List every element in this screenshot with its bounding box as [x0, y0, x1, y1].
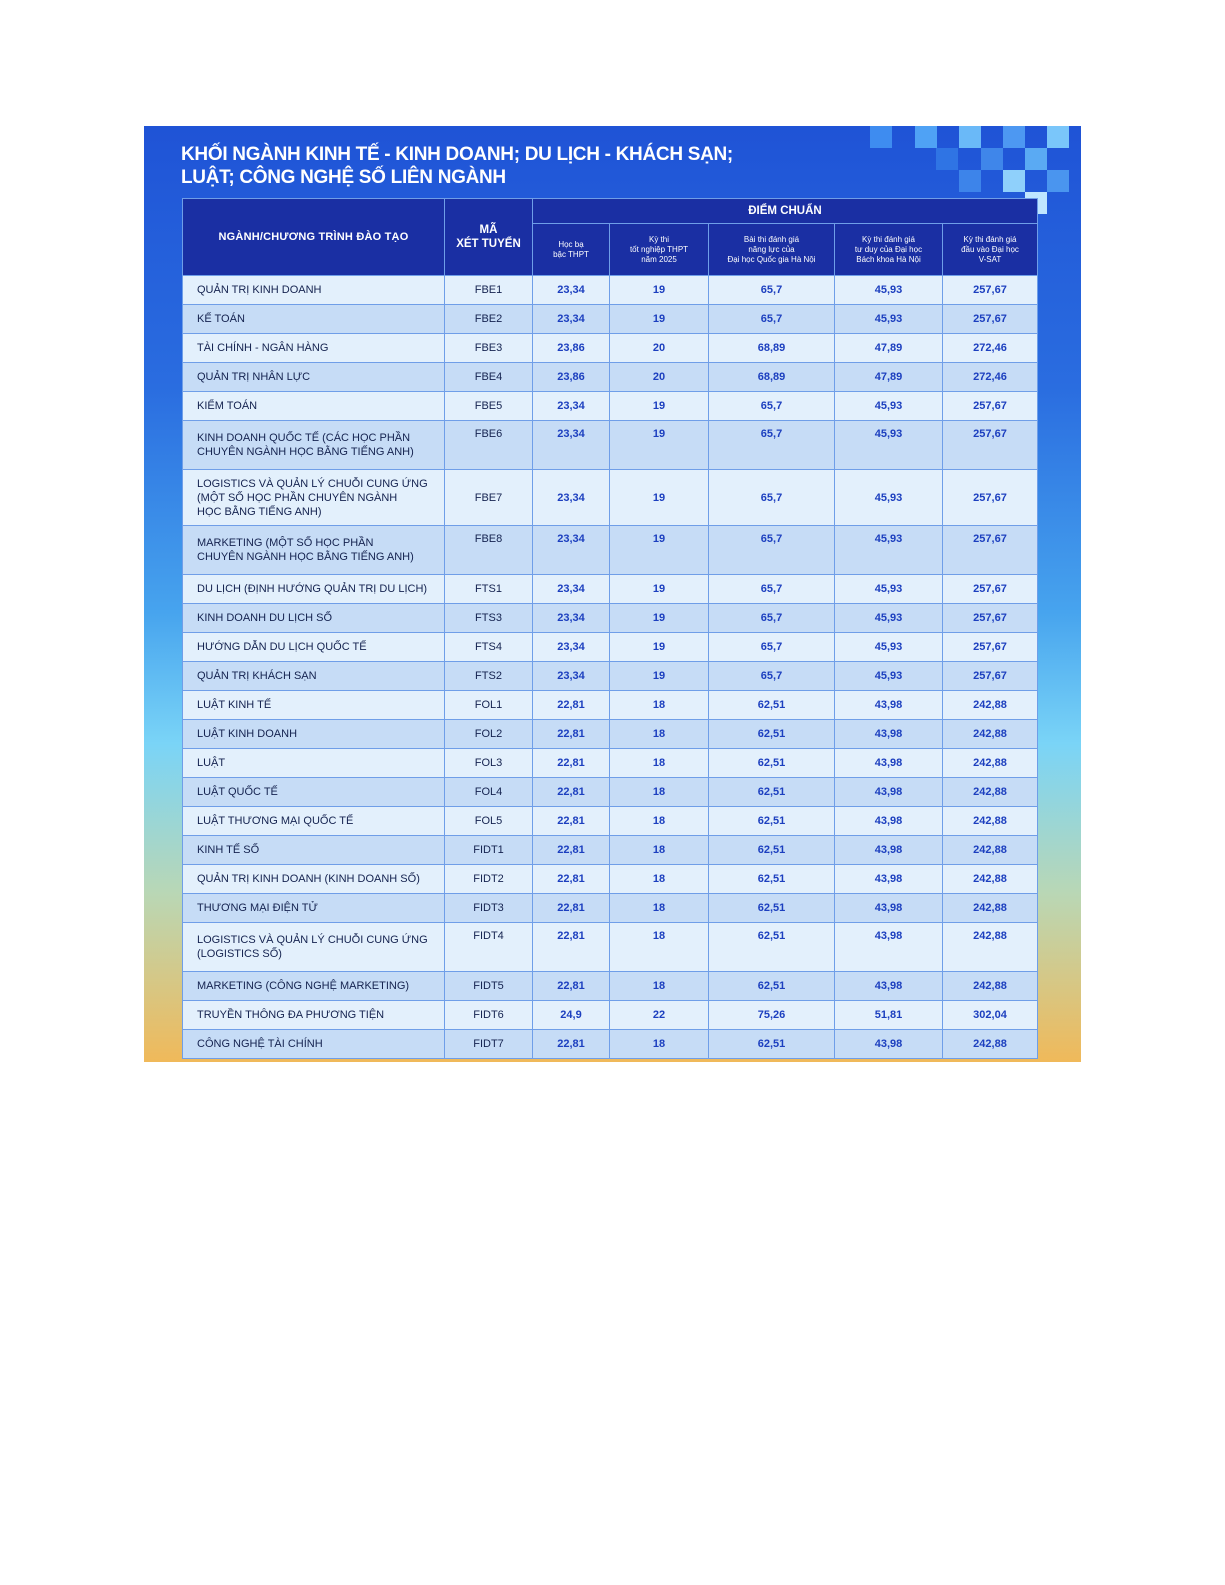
score-cell: 257,67	[943, 470, 1038, 526]
program-code: FTS2	[445, 662, 533, 691]
score-cell: 62,51	[709, 923, 835, 972]
score-cell: 257,67	[943, 604, 1038, 633]
program-name	[183, 575, 445, 604]
score-poster	[144, 126, 1081, 1062]
score-cell: 23,86	[533, 363, 610, 392]
score-cell: 45,93	[835, 276, 943, 305]
score-cell: 272,46	[943, 363, 1038, 392]
program-name	[183, 526, 445, 575]
score-cell: 19	[610, 662, 709, 691]
score-cell: 19	[610, 633, 709, 662]
program-name	[183, 807, 445, 836]
program-name	[183, 972, 445, 1001]
decor-pixel	[1003, 170, 1025, 192]
score-cell: 23,34	[533, 575, 610, 604]
header-score-type	[943, 224, 1038, 276]
table-row	[183, 392, 1038, 421]
score-cell: 65,7	[709, 575, 835, 604]
program-code: FOL2	[445, 720, 533, 749]
program-code: FBE8	[445, 526, 533, 575]
program-code: FTS1	[445, 575, 533, 604]
program-code: FIDT3	[445, 894, 533, 923]
header-score-type-line: năng lực của	[748, 244, 795, 254]
score-cell: 45,93	[835, 575, 943, 604]
title-line-2: LUẬT; CÔNG NGHỆ SỐ LIÊN NGÀNH	[181, 167, 506, 188]
table-row	[183, 923, 1038, 972]
score-cell: 22	[610, 1001, 709, 1030]
score-cell: 302,04	[943, 1001, 1038, 1030]
score-cell: 65,7	[709, 470, 835, 526]
program-name	[183, 470, 445, 526]
score-cell: 47,89	[835, 363, 943, 392]
program-code: FIDT7	[445, 1030, 533, 1059]
score-cell: 65,7	[709, 662, 835, 691]
score-cell: 22,81	[533, 923, 610, 972]
header-score-type-line: V-SAT	[978, 254, 1002, 264]
program-code: FOL5	[445, 807, 533, 836]
program-code: FIDT1	[445, 836, 533, 865]
score-cell: 43,98	[835, 720, 943, 749]
score-cell: 18	[610, 691, 709, 720]
score-cell: 23,34	[533, 470, 610, 526]
score-cell: 242,88	[943, 691, 1038, 720]
program-name-line: (MỘT SỐ HỌC PHẦN CHUYÊN NGÀNH	[197, 491, 398, 504]
program-name-line: KẾ TOÁN	[197, 313, 245, 325]
program-code: FOL3	[445, 749, 533, 778]
program-name-line: HỌC BẰNG TIẾNG ANH)	[197, 505, 322, 518]
header-scores: ĐIỂM CHUẨN	[533, 199, 1038, 224]
score-cell: 45,93	[835, 633, 943, 662]
program-code: FBE4	[445, 363, 533, 392]
table-row	[183, 749, 1038, 778]
decor-pixel	[870, 126, 892, 148]
score-cell: 23,34	[533, 604, 610, 633]
table-row	[183, 604, 1038, 633]
header-code-line: XÉT TUYỂN	[456, 238, 521, 250]
table-row	[183, 1030, 1038, 1059]
score-cell: 62,51	[709, 894, 835, 923]
program-name-line: CÔNG NGHỆ TÀI CHÍNH	[197, 1038, 323, 1050]
score-cell: 51,81	[835, 1001, 943, 1030]
program-name-line: KIỂM TOÁN	[197, 400, 258, 412]
header-score-type-line: Kỳ thi	[648, 234, 669, 244]
decor-pixel	[959, 126, 981, 148]
program-code: FIDT6	[445, 1001, 533, 1030]
program-name	[183, 392, 445, 421]
program-name	[183, 633, 445, 662]
score-cell: 18	[610, 972, 709, 1001]
score-cell: 22,81	[533, 865, 610, 894]
header-score-type-line: Kỳ thi đánh giá	[862, 234, 915, 244]
score-cell: 43,98	[835, 836, 943, 865]
program-name-line: MARKETING (CÔNG NGHỆ MARKETING)	[197, 980, 410, 992]
score-cell: 22,81	[533, 807, 610, 836]
score-cell: 43,98	[835, 778, 943, 807]
title-line-1: KHỐI NGÀNH KINH TẾ - KINH DOANH; DU LỊCH - KHÁCH SẠN;	[181, 144, 733, 165]
table-row	[183, 865, 1038, 894]
header-score-type-line: tốt nghiệp THPT	[629, 244, 689, 254]
table-row	[183, 633, 1038, 662]
program-name-line: THƯƠNG MẠI ĐIỆN TỬ	[197, 902, 318, 914]
program-name-line: LUẬT	[197, 757, 226, 769]
score-cell: 272,46	[943, 334, 1038, 363]
header-program: NGÀNH/CHƯƠNG TRÌNH ĐÀO TẠO	[183, 199, 445, 276]
score-cell: 22,81	[533, 691, 610, 720]
table-row	[183, 526, 1038, 575]
score-cell: 257,67	[943, 575, 1038, 604]
score-cell: 257,67	[943, 392, 1038, 421]
program-code: FIDT2	[445, 865, 533, 894]
table-row	[183, 972, 1038, 1001]
score-cell: 43,98	[835, 865, 943, 894]
score-cell: 43,98	[835, 691, 943, 720]
decor-pixel	[1003, 126, 1025, 148]
score-cell: 43,98	[835, 1030, 943, 1059]
score-cell: 257,67	[943, 526, 1038, 575]
program-name	[183, 662, 445, 691]
table-row	[183, 1001, 1038, 1030]
program-name	[183, 276, 445, 305]
score-cell: 19	[610, 392, 709, 421]
score-cell: 18	[610, 778, 709, 807]
score-cell: 257,67	[943, 633, 1038, 662]
header-score-type-line: Đại học Quốc gia Hà Nội	[727, 254, 816, 264]
score-cell: 65,7	[709, 276, 835, 305]
program-name	[183, 720, 445, 749]
score-cell: 18	[610, 720, 709, 749]
score-cell: 242,88	[943, 865, 1038, 894]
program-name-line: QUẢN TRỊ KHÁCH SẠN	[197, 670, 317, 682]
table-row	[183, 276, 1038, 305]
score-cell: 23,34	[533, 305, 610, 334]
score-cell: 23,34	[533, 526, 610, 575]
score-cell: 23,34	[533, 392, 610, 421]
decor-pixel	[936, 148, 958, 170]
score-cell: 18	[610, 923, 709, 972]
header-score-type-line: Học bạ	[558, 239, 584, 249]
program-code: FIDT5	[445, 972, 533, 1001]
program-name-line: TRUYỀN THÔNG ĐA PHƯƠNG TIỆN	[197, 1009, 385, 1021]
score-cell: 65,7	[709, 604, 835, 633]
score-cell: 75,26	[709, 1001, 835, 1030]
score-cell: 23,34	[533, 633, 610, 662]
table-row	[183, 363, 1038, 392]
program-name-line: CHUYÊN NGÀNH HỌC BẰNG TIẾNG ANH)	[197, 551, 414, 563]
score-cell: 257,67	[943, 662, 1038, 691]
score-cell: 45,93	[835, 305, 943, 334]
program-code: FBE1	[445, 276, 533, 305]
program-name-line: CHUYÊN NGÀNH HỌC BẰNG TIẾNG ANH)	[197, 446, 414, 458]
score-cell: 242,88	[943, 836, 1038, 865]
program-code: FOL4	[445, 778, 533, 807]
score-cell: 43,98	[835, 749, 943, 778]
program-name	[183, 305, 445, 334]
score-cell: 20	[610, 334, 709, 363]
program-name	[183, 865, 445, 894]
score-cell: 257,67	[943, 305, 1038, 334]
program-code: FBE5	[445, 392, 533, 421]
header-score-type-line: tư duy của Đại học	[854, 244, 923, 254]
score-cell: 20	[610, 363, 709, 392]
table-row	[183, 421, 1038, 470]
score-cell: 18	[610, 807, 709, 836]
score-cell: 65,7	[709, 392, 835, 421]
program-name	[183, 749, 445, 778]
score-cell: 22,81	[533, 749, 610, 778]
score-cell: 23,34	[533, 421, 610, 470]
program-name-line: LOGISTICS VÀ QUẢN LÝ CHUỖI CUNG ỨNG	[197, 477, 428, 490]
table-row	[183, 807, 1038, 836]
score-cell: 62,51	[709, 778, 835, 807]
program-name-line: LUẬT QUỐC TẾ	[197, 786, 278, 798]
score-cell: 45,93	[835, 392, 943, 421]
score-table-container	[182, 198, 1037, 1059]
score-cell: 242,88	[943, 807, 1038, 836]
score-cell: 257,67	[943, 276, 1038, 305]
program-name	[183, 836, 445, 865]
program-name	[183, 691, 445, 720]
program-code: FIDT4	[445, 923, 533, 972]
header-score-type-line: năm 2025	[641, 254, 677, 264]
header-score-type-line: bậc THPT	[553, 249, 589, 259]
table-row	[183, 691, 1038, 720]
program-name-line: KINH TẾ SỐ	[197, 844, 260, 856]
program-name	[183, 334, 445, 363]
score-cell: 242,88	[943, 1030, 1038, 1059]
decor-pixel	[981, 148, 1003, 170]
program-name	[183, 421, 445, 470]
score-cell: 18	[610, 1030, 709, 1059]
decor-pixel	[1047, 170, 1069, 192]
table-row	[183, 305, 1038, 334]
header-score-type-line: đầu vào Đại học	[961, 244, 1019, 254]
program-name	[183, 778, 445, 807]
score-cell: 43,98	[835, 923, 943, 972]
program-code: FOL1	[445, 691, 533, 720]
score-cell: 18	[610, 836, 709, 865]
decor-pixel	[1025, 148, 1047, 170]
program-name-line: LUẬT KINH TẾ	[197, 699, 272, 711]
score-table	[182, 198, 1038, 1059]
program-code: FBE7	[445, 470, 533, 526]
score-cell: 19	[610, 470, 709, 526]
score-cell: 18	[610, 894, 709, 923]
score-cell: 242,88	[943, 778, 1038, 807]
program-code: FTS4	[445, 633, 533, 662]
score-cell: 23,34	[533, 276, 610, 305]
program-name-line: TÀI CHÍNH - NGÂN HÀNG	[197, 342, 329, 354]
score-cell: 23,34	[533, 662, 610, 691]
header-code-line: MÃ	[479, 224, 498, 236]
program-code: FBE6	[445, 421, 533, 470]
score-cell: 22,81	[533, 1030, 610, 1059]
score-cell: 65,7	[709, 526, 835, 575]
score-cell: 19	[610, 421, 709, 470]
score-cell: 43,98	[835, 894, 943, 923]
poster-title	[181, 143, 733, 189]
score-cell: 242,88	[943, 894, 1038, 923]
score-cell: 242,88	[943, 972, 1038, 1001]
score-cell: 22,81	[533, 972, 610, 1001]
program-name	[183, 363, 445, 392]
program-name-line: QUẢN TRỊ KINH DOANH (KINH DOANH SỐ)	[197, 873, 420, 885]
program-name-line: QUẢN TRỊ KINH DOANH	[197, 284, 322, 296]
header-score-type	[835, 224, 943, 276]
score-cell: 18	[610, 865, 709, 894]
score-cell: 62,51	[709, 749, 835, 778]
score-cell: 24,9	[533, 1001, 610, 1030]
program-name	[183, 894, 445, 923]
score-cell: 23,86	[533, 334, 610, 363]
program-name-line: LUẬT KINH DOANH	[197, 728, 298, 740]
table-row	[183, 778, 1038, 807]
header-score-type-line: Kỳ thi đánh giá	[963, 234, 1017, 244]
score-cell: 22,81	[533, 894, 610, 923]
score-cell: 19	[610, 526, 709, 575]
program-name	[183, 1001, 445, 1030]
table-row	[183, 894, 1038, 923]
score-cell: 19	[610, 604, 709, 633]
score-cell: 62,51	[709, 691, 835, 720]
header-score-type	[610, 224, 709, 276]
table-row	[183, 575, 1038, 604]
score-cell: 257,67	[943, 421, 1038, 470]
score-cell: 22,81	[533, 836, 610, 865]
score-cell: 62,51	[709, 865, 835, 894]
program-name-line: LUẬT THƯƠNG MẠI QUỐC TẾ	[197, 815, 354, 827]
score-cell: 22,81	[533, 778, 610, 807]
score-cell: 45,93	[835, 604, 943, 633]
program-code: FBE2	[445, 305, 533, 334]
score-cell: 65,7	[709, 421, 835, 470]
score-cell: 65,7	[709, 633, 835, 662]
program-name-line: KINH DOANH QUỐC TẾ (CÁC HỌC PHẦN	[197, 432, 411, 444]
program-name-line: KINH DOANH DU LỊCH SỐ	[197, 612, 333, 624]
header-score-type	[533, 224, 610, 276]
score-cell: 18	[610, 749, 709, 778]
table-row	[183, 334, 1038, 363]
table-row	[183, 662, 1038, 691]
score-cell: 242,88	[943, 923, 1038, 972]
score-cell: 22,81	[533, 720, 610, 749]
program-code: FTS3	[445, 604, 533, 633]
score-cell: 242,88	[943, 720, 1038, 749]
table-row	[183, 470, 1038, 526]
score-cell: 45,93	[835, 470, 943, 526]
score-cell: 62,51	[709, 720, 835, 749]
score-cell: 65,7	[709, 305, 835, 334]
score-cell: 47,89	[835, 334, 943, 363]
score-cell: 68,89	[709, 363, 835, 392]
program-name-line: DU LỊCH (ĐỊNH HƯỚNG QUẢN TRỊ DU LỊCH)	[197, 583, 428, 595]
program-name-line: HƯỚNG DẪN DU LỊCH QUỐC TẾ	[197, 641, 367, 653]
decor-pixel	[1047, 126, 1069, 148]
decor-pixel	[959, 170, 981, 192]
score-cell: 43,98	[835, 972, 943, 1001]
score-cell: 45,93	[835, 526, 943, 575]
score-cell: 62,51	[709, 972, 835, 1001]
score-cell: 45,93	[835, 421, 943, 470]
table-row	[183, 836, 1038, 865]
program-name-line: QUẢN TRỊ NHÂN LỰC	[197, 371, 311, 383]
table-row	[183, 720, 1038, 749]
score-cell: 62,51	[709, 1030, 835, 1059]
program-name-line: (LOGISTICS SỐ)	[197, 948, 282, 960]
score-cell: 19	[610, 276, 709, 305]
score-cell: 62,51	[709, 836, 835, 865]
program-name	[183, 923, 445, 972]
header-score-type-line: Bách khoa Hà Nội	[856, 254, 921, 264]
score-cell: 43,98	[835, 807, 943, 836]
score-cell: 242,88	[943, 749, 1038, 778]
program-name-line: LOGISTICS VÀ QUẢN LÝ CHUỖI CUNG ỨNG	[197, 934, 428, 946]
header-score-type-line: Bài thi đánh giá	[743, 234, 800, 244]
score-cell: 68,89	[709, 334, 835, 363]
program-name	[183, 1030, 445, 1059]
score-cell: 19	[610, 305, 709, 334]
decor-pixel	[915, 126, 937, 148]
program-code: FBE3	[445, 334, 533, 363]
program-name	[183, 604, 445, 633]
header-score-type	[709, 224, 835, 276]
score-cell: 19	[610, 575, 709, 604]
score-cell: 45,93	[835, 662, 943, 691]
header-code	[445, 199, 533, 276]
score-cell: 62,51	[709, 807, 835, 836]
program-name-line: MARKETING (MỘT SỐ HỌC PHẦN	[197, 537, 374, 549]
